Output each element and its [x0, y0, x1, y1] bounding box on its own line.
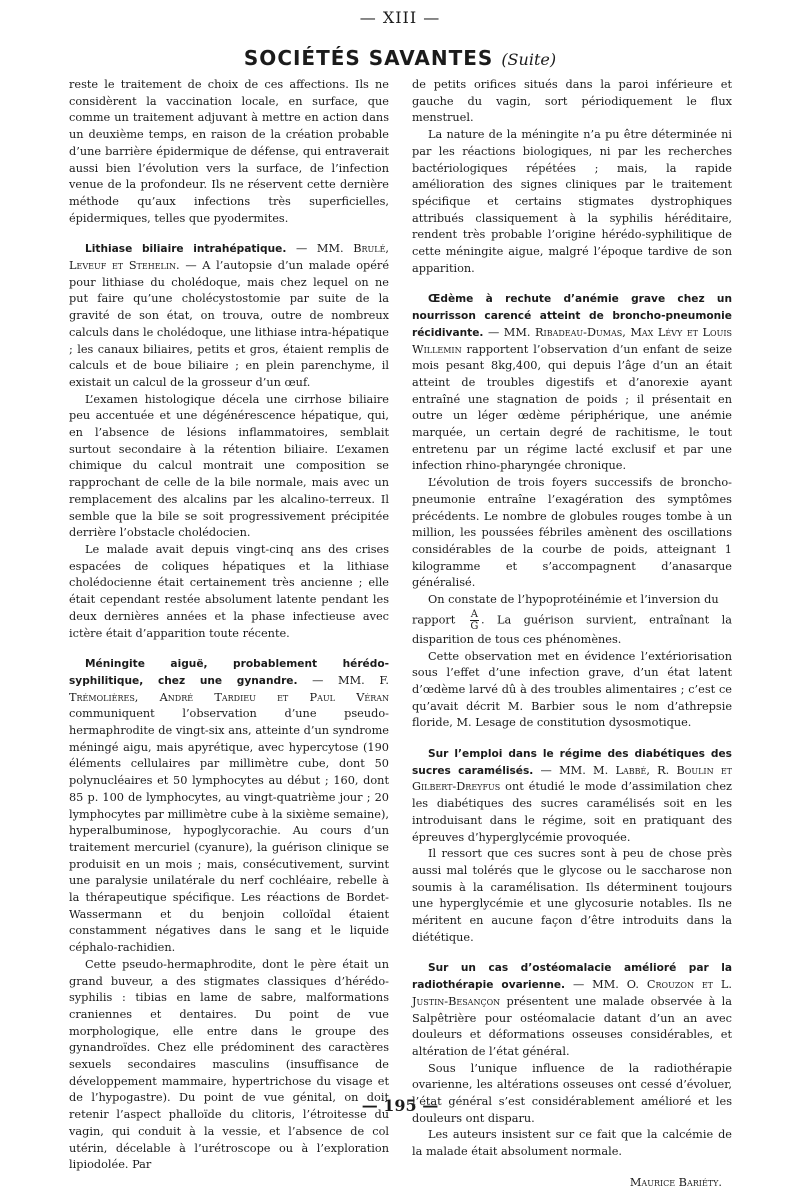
paragraph-ratio — [412, 609, 732, 649]
article-authors: — MM. F. Trémolières, André Tardieu et Paul Véran — [69, 673, 389, 704]
article-osteomalacie — [412, 960, 732, 1060]
paragraph: Il ressort que ces sucres sont à peu de chose près aussi mal tolérés que le glycose ou le saccharose non soumis à la caramélisation. Ils déterminent toujours une hyperglycémie et une glycosurie notables. Ils ne méritent en aucune façon d’être introduits dans la diététique. — [412, 847, 732, 944]
paragraph: présentent une malade observée à la Salpêtrière pour ostéomalacie datant d’un an avec douleurs et déformations osseuses considérables, et altération de l’état général. — [412, 994, 732, 1058]
paragraph: Les auteurs insistent sur ce fait que la calcémie de la malade était absolument normale. — [412, 1128, 732, 1159]
page-number: — 195 — — [361, 1096, 439, 1115]
paragraph: rapportent l’observation d’un enfant de seize mois pesant 8kg,400, qui depuis l’âge d’un an était atteint de troubles digestifs et d’anorexie ayant entraîné une stagnation de poids ; il présentait en outre un léger œdème périphérique, une anémie marquée, un certain degré de rachitisme, le tout entretenu par un régime lacté exclusif et par une infection rhino-pharyngée chronique. — [412, 342, 733, 473]
article-lithiase — [69, 241, 389, 391]
right-column — [412, 77, 732, 1192]
article-authors: — MM. M. Labbé, R. Boulin et Gilbert-Dreyfus — [412, 763, 733, 794]
article-heading: Sur un cas d’ostéomalacie amélioré par la radiothérapie ovarienne. — [412, 962, 732, 992]
article-meningite — [69, 656, 389, 957]
title-text: SOCIÉTÉS SAVANTES — [243, 46, 494, 70]
fraction-denominator: G — [470, 620, 479, 632]
article-heading: Lithiase biliaire intrahépatique. — [85, 243, 287, 256]
ratio-text: . La guérison survient, entraînant la disparition de tous ces phénomènes. — [412, 613, 732, 646]
paragraph: — A l’autopsie d’un malade opéré pour lithiase du cholédoque, mais chez lequel on ne put faire qu’une cholécystostomie par suite de la gravité de son état, on trouva, outre de nombreux calculs dans le cholédoque, une lithiase intra-hépatique ; les canaux biliaires, petits et gros, étaient remplis de calculs et de boue biliaire ; en plein parenchyme, il existait un calcul de la grosseur d’un œuf. — [69, 259, 390, 389]
paragraph: reste le traitement de choix de ces affections. Ils ne considèrent la vaccination locale, en surface, que comme un traitement adjuvant à mettre en action dans un deuxième temps, en raison de la création probable d’une barrière épidermique de défense, qui entraverait aussi bien l’évolution vers la surface, de l’infection venue de la profondeur. Ils ne réservent cette dernière méthode qu’aux infections très superficielles, épidermiques, telles que pyodermites. — [69, 78, 389, 225]
article-authors: — MM. O. Crouzon et L. Justin-Besançon — [412, 978, 732, 1008]
article-heading: Sur l’emploi dans le régime des diabétiques des sucres caramélisés. — [412, 748, 732, 777]
article-heading: Œdème à rechute d’anémie grave chez un nourrisson carencé atteint de broncho-pneumonie récidivante. — [412, 293, 732, 339]
paragraph: Sous l’unique influence de la radiothérapie ovarienne, les altérations osseuses ont cessé d’évoluer, l’état général s’est considérablement amélioré et les douleurs ont disparu. — [412, 1061, 732, 1125]
paragraph: On constate de l’hypoprotéinémie et l’inversion du — [428, 593, 719, 607]
left-column — [69, 77, 389, 1174]
author-signature: Maurice Bariéty. — [629, 1175, 722, 1189]
article-sucres — [412, 746, 732, 846]
fraction-a-over-g — [470, 609, 479, 632]
article-authors: — MM. Brulé, Leveuf et Stehelin. — [69, 242, 390, 273]
fraction-numerator: A — [470, 608, 478, 620]
paragraph: La nature de la méningite n’a pu être déterminée ni par les réactions biologiques, ni par les recherches bactériologiques répétées ; mais, la rapide amélioration des signes cliniques par le traitement spécifique et certains stigmates dystrophiques attribués classiquement à la syphilis héréditaire, rendent très probable l’origine hérédo-syphilitique de cette méningite aigue, malgré l’époque tardive de son apparition. — [412, 128, 732, 275]
page-title — [0, 46, 800, 70]
paragraph: Cette observation met en évidence l’extériorisation sous l’effet d’une infection grave, d’un état latent d’œdème larvé dû à des troubles alimentaires ; c’est ce qu’avait décrit M. Barbier sous le nom d’athrepsie floride, M. Lesage de constitution dysosmotique. — [412, 649, 732, 730]
paragraph: L’examen histologique décela une cirrhose biliaire peu accentuée et une dégénérescence hépatique, qui, en l’absence de lésions inflammatoires, semblait surtout secondaire à la rétention biliaire. L’examen chimique du calcul montrait une composition se rapprochant de celle de la bile normale, mais avec un remplacement des alcalins par les alcalino-terreux. Il semble que la bile se soit progressivement précipitée derrière l’obstacle cholédocien. — [69, 392, 389, 540]
article-authors: — MM. Ribadeau-Dumas, Max Lévy et Louis Willemin — [412, 325, 732, 356]
article-heading: Méningite aiguë, probablement hérédo-syphilitique, chez une gynandre. — [69, 658, 389, 687]
paragraph: L’évolution de trois foyers successifs de broncho-pneumonie entraîne l’exagération des symptômes précédents. Le nombre de globules rouges tombe à un million, les poussées fébriles amènent des oscillations considérables de la courbe de poids, atteignant 1 kilogramme et s’accompagnent d’anasarque généralisé. — [412, 476, 732, 590]
paragraph: communiquent l’observation d’une pseudo-hermaphrodite de vingt-six ans, atteinte d’un syndrome méningé aigu, mais apyrétique, avec hypercytose (190 éléments cellulaires par millimètre cube, dont 50 polynucléaires et 50 lymphocytes au début ; 160, dont 85 p. 100 de lymphocytes, au vingt-quatrième jour ; 20 lymphocytes par millimètre cube à la sixième semaine), hyperalbuminose, hypoglycorachie. Au cours d’un traitement mercuriel (cyanure), la guérison clinique se produisit en un mois ; mais, consécutivement, survint une paralysie unilatérale du nerf cochléaire, rebelle à la thérapeutique spécifique. Les réactions de Bordet-Wassermann et du benjoin colloïdal étaient constamment négatives dans le sang et le liquide céphalo-rachidien. — [69, 707, 389, 955]
ratio-label: rapport — [412, 613, 456, 627]
article-oedeme — [412, 291, 732, 475]
title-suite: (Suite) — [501, 50, 557, 69]
paragraph: Le malade avait depuis vingt-cinq ans des crises espacées de coliques hépatiques et la lithiase cholédocienne était certainement très ancienne ; elle était cependant restée absolument latente pendant les deux dernières années et la phase infectieuse avec ictère était d’apparition toute récente. — [69, 542, 389, 640]
section-number: — XIII — — [359, 8, 441, 27]
paragraph: Cette pseudo-hermaphrodite, dont le père était un grand buveur, a des stigmates classiques d’hérédo-syphilis : tibias en lame de sabre, malformations craniennes et dentaires. Du point de vue morphologique, elle entre dans le groupe des gynandroïdes. Chez elle prédominent des caractères sexuels secondaires masculins (insuffisance de développement mammaire, hypertrichose du visage et de l’hypogastre). Du point de vue génital, on doit retenir l’aspect phalloïde du clitoris, l’étroitesse du vagin, qui conduit à la vessie, et l’absence de col utérin, décelable à l’urétroscope ou à l’exploration lipiodolée. Par — [69, 957, 389, 1172]
paragraph: de petits orifices situés dans la paroi inférieure et gauche du vagin, sort périodiquement le flux menstruel. — [412, 78, 732, 125]
paragraph: ont étudié le mode d’assimilation chez les diabétiques des sucres caramélisés soit en les introduisant dans le régime, soit en pratiquant des épreuves d’hyperglycémie provoquée. — [412, 780, 732, 844]
